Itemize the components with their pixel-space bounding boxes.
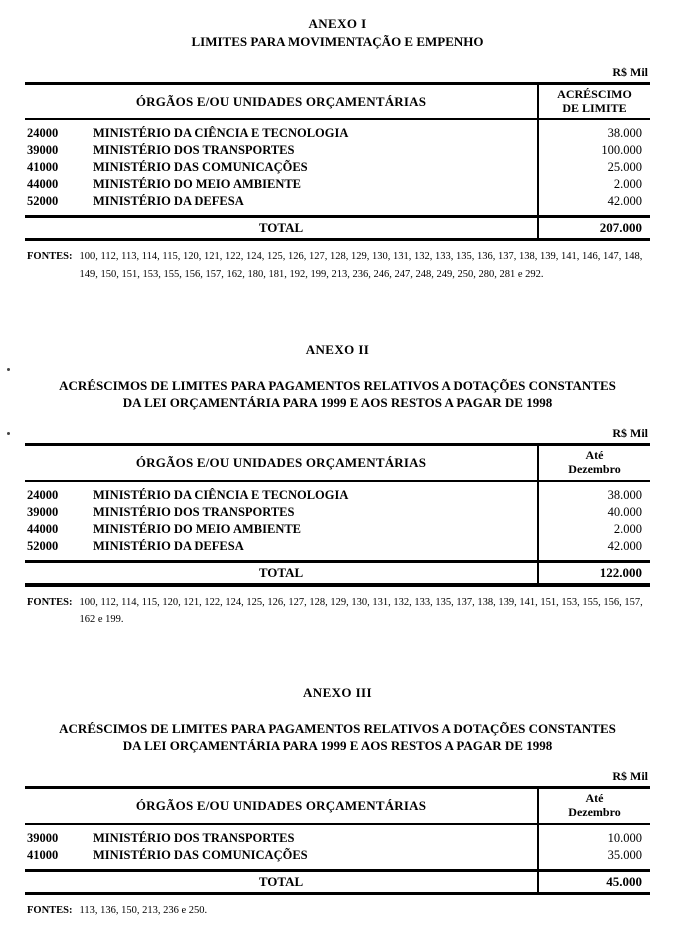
value-header-line2: Dezembro	[568, 461, 621, 476]
value-cell: 40.000	[538, 504, 650, 521]
total-row	[25, 217, 650, 240]
table-row	[25, 119, 650, 142]
currency-label: R$ Mil	[612, 64, 648, 79]
value-cell: 25.000	[538, 159, 650, 176]
value-header-line2: Dezembro	[568, 804, 621, 819]
limits-table	[25, 786, 650, 895]
org-name-cell: MINISTÉRIO DA DEFESA	[93, 194, 244, 209]
table-header-row	[25, 788, 650, 824]
stray-mark	[7, 368, 10, 371]
org-name-cell: MINISTÉRIO DA DEFESA	[93, 538, 244, 553]
org-code-cell: 41000	[27, 847, 59, 862]
annex-i-section	[25, 16, 650, 284]
annex-heading: ANEXO I	[308, 16, 367, 31]
org-code-cell: 52000	[27, 194, 59, 209]
fontes-text: 113, 136, 150, 213, 236 e 250.	[79, 904, 208, 916]
total-row	[25, 870, 650, 893]
value-header-line1: ACRÉSCIMO	[557, 86, 632, 101]
total-row	[25, 561, 650, 585]
fontes-line	[25, 594, 650, 630]
org-code-cell: 39000	[27, 504, 59, 519]
annex-heading: ANEXO II	[305, 342, 370, 358]
total-label-cell: TOTAL	[258, 873, 304, 889]
fontes-text: 100, 112, 114, 115, 120, 121, 122, 124, 125, 126, 127, 128, 129, 130, 131, 132, 133, 135, 137, 138, 139, 141, 151, 153, 155, 156, 157, 162 e 199.	[79, 596, 643, 626]
total-label-cell: TOTAL	[258, 564, 304, 580]
org-name-cell: MINISTÉRIO DA CIÊNCIA E TECNOLOGIA	[93, 126, 349, 141]
table-row	[25, 521, 650, 538]
value-cell: 42.000	[538, 538, 650, 562]
annex-title: LIMITES PARA MOVIMENTAÇÃO E EMPENHO	[191, 34, 484, 49]
table-row	[25, 193, 650, 217]
org-header-cell: ÓRGÃOS E/OU UNIDADES ORÇAMENTÁRIAS	[135, 93, 427, 109]
fontes-label: FONTES:	[27, 904, 73, 916]
currency-label: R$ Mil	[612, 425, 648, 440]
annex-title: ACRÉSCIMOS DE LIMITES PARA PAGAMENTOS RELATIVOS A DOTAÇÕES CONSTANTES DA LEI ORÇAMENTÁRIA PARA 1999 E AOS RESTOS A PAGAR DE 1998	[59, 721, 616, 754]
table-header-row	[25, 444, 650, 480]
value-header-cell	[538, 83, 650, 119]
value-cell: 10.000	[538, 824, 650, 847]
org-code-cell: 41000	[27, 160, 59, 175]
table-row	[25, 176, 650, 193]
table-row	[25, 159, 650, 176]
org-code-cell: 39000	[27, 830, 59, 845]
table-row	[25, 538, 650, 562]
table-row	[25, 481, 650, 504]
org-code-cell: 44000	[27, 177, 59, 192]
fontes-line	[25, 902, 650, 920]
org-name-cell: MINISTÉRIO DOS TRANSPORTES	[93, 830, 295, 845]
org-code-cell: 52000	[27, 538, 59, 553]
value-header-line1: Até	[585, 447, 604, 462]
table-row	[25, 504, 650, 521]
org-name-cell: MINISTÉRIO DO MEIO AMBIENTE	[93, 521, 302, 536]
annex-title: ACRÉSCIMOS DE LIMITES PARA PAGAMENTOS RELATIVOS A DOTAÇÕES CONSTANTES DA LEI ORÇAMENTÁRIA PARA 1999 E AOS RESTOS A PAGAR DE 1998	[59, 378, 616, 411]
total-value-cell: 45.000	[538, 870, 650, 893]
total-value-cell: 122.000	[538, 561, 650, 585]
org-header-cell: ÓRGÃOS E/OU UNIDADES ORÇAMENTÁRIAS	[135, 454, 427, 470]
total-label-cell: TOTAL	[258, 220, 304, 236]
org-name-cell: MINISTÉRIO DA CIÊNCIA E TECNOLOGIA	[93, 487, 349, 502]
value-header-cell	[538, 444, 650, 480]
limits-table	[25, 82, 650, 242]
org-code-cell: 24000	[27, 126, 59, 141]
table-header-row	[25, 83, 650, 119]
fontes-line	[25, 248, 650, 284]
org-code-cell: 39000	[27, 143, 59, 158]
org-name-cell: MINISTÉRIO DO MEIO AMBIENTE	[93, 177, 302, 192]
annex-ii-section	[25, 342, 650, 629]
limits-table	[25, 443, 650, 587]
table-row	[25, 824, 650, 847]
currency-label: R$ Mil	[612, 769, 648, 784]
org-code-cell: 44000	[27, 521, 59, 536]
org-name-cell: MINISTÉRIO DAS COMUNICAÇÕES	[93, 847, 308, 862]
value-header-cell	[538, 788, 650, 824]
value-cell: 35.000	[538, 847, 650, 871]
stray-mark	[7, 432, 10, 435]
org-header-cell: ÓRGÃOS E/OU UNIDADES ORÇAMENTÁRIAS	[135, 797, 427, 813]
value-cell: 38.000	[538, 119, 650, 142]
value-cell: 100.000	[538, 142, 650, 159]
value-header-line1: Até	[585, 791, 604, 806]
table-row	[25, 847, 650, 871]
value-header-line2: DE LIMITE	[562, 100, 627, 115]
org-name-cell: MINISTÉRIO DAS COMUNICAÇÕES	[93, 160, 308, 175]
annex-iii-section	[25, 685, 650, 919]
org-code-cell: 24000	[27, 487, 59, 502]
value-cell: 38.000	[538, 481, 650, 504]
fontes-text: 100, 112, 113, 114, 115, 120, 121, 122, 124, 125, 126, 127, 128, 129, 130, 131, 132, 133, 135, 136, 137, 138, 139, 141, 146, 147, 148, 149, 150, 151, 153, 155, 156, 157, 162, 180, 181, 192, 199, 213, 236, 246, 247, 248, 249, 250, 280, 281 e 292.	[79, 251, 643, 281]
annex-heading: ANEXO III	[303, 685, 372, 701]
total-value-cell: 207.000	[538, 217, 650, 240]
fontes-label: FONTES:	[27, 251, 73, 263]
table-row	[25, 142, 650, 159]
org-name-cell: MINISTÉRIO DOS TRANSPORTES	[93, 504, 295, 519]
value-cell: 2.000	[538, 176, 650, 193]
value-cell: 2.000	[538, 521, 650, 538]
value-cell: 42.000	[538, 193, 650, 217]
org-name-cell: MINISTÉRIO DOS TRANSPORTES	[93, 143, 295, 158]
fontes-label: FONTES:	[27, 596, 73, 608]
